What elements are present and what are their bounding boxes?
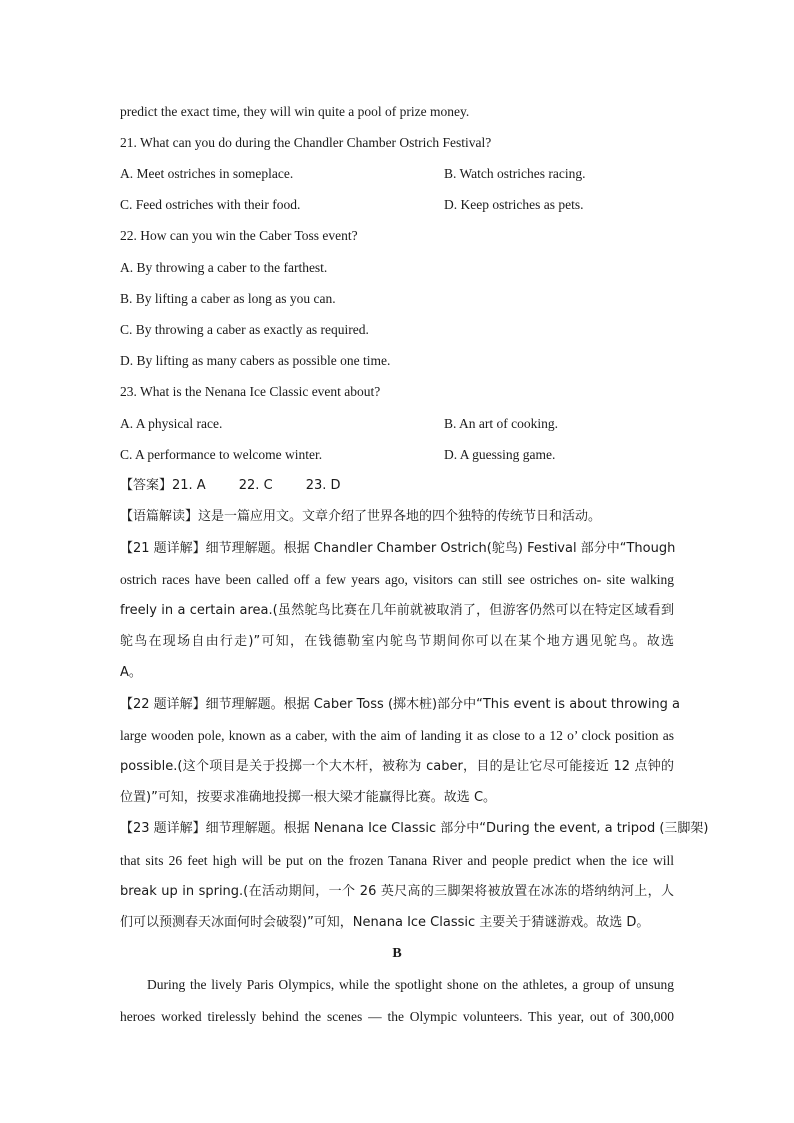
answer-key: 【答案】21. A 22. C 23. D <box>120 478 341 493</box>
q21-option-b: B. Watch ostriches racing. <box>444 166 586 181</box>
question-23: 23. What is the Nenana Ice Classic event about? <box>120 384 381 399</box>
q23-option-b: B. An art of cooking. <box>444 416 558 431</box>
q22-option-d: D. By lifting as many cabers as possible one time. <box>120 353 391 368</box>
q21-option-c: C. Feed ostriches with their food. <box>120 197 301 212</box>
q22-option-a: A. By throwing a caber to the farthest. <box>120 260 328 275</box>
q21-detail-line: 鸵鸟在现场自由行走)”可知，在钱德勒室内鸵鸟节期间你可以在某个地方遇见鸵鸟。故选 <box>120 634 674 649</box>
q23-detail-line: that sits 26 feet high will be put on the frozen Tanana River and people predict when the ice will <box>120 853 674 868</box>
q22-option-c: C. By throwing a caber as exactly as required. <box>120 322 369 337</box>
passage-line: During the lively Paris Olympics, while the spotlight shone on the athletes, a group of unsung <box>147 977 674 992</box>
q21-option-a: A. Meet ostriches in someplace. <box>120 166 294 181</box>
q21-detail-line: freely in a certain area.(虽然鸵鸟比赛在几年前就被取消了，但游客仍然可以在特定区域看到 <box>120 603 674 618</box>
q21-option-d: D. Keep ostriches as pets. <box>444 197 584 212</box>
q22-option-b: B. By lifting a caber as long as you can. <box>120 291 336 306</box>
q23-detail-line: 们可以预测春天冰面何时会破裂)”可知，Nenana Ice Classic 主要关于猜谜游戏。故选 D。 <box>120 915 650 930</box>
q22-detail-line: possible.(这个项目是关于投掷一个大木杆，被称为 caber，目的是让它尽可能接近 12 点钟的 <box>120 759 674 774</box>
q21-detail-line: A。 <box>120 665 142 680</box>
q23-option-d: D. A guessing game. <box>444 447 556 462</box>
q23-detail-line: break up in spring.(在活动期间，一个 26 英尺高的三脚架将被放置在冰冻的塔纳纳河上，人 <box>120 884 674 899</box>
q21-detail-line: 【21 题详解】细节理解题。根据 Chandler Chamber Ostrich(鸵鸟) Festival 部分中“Though <box>120 541 676 556</box>
passage-end-line: predict the exact time, they will win quite a pool of prize money. <box>120 104 470 119</box>
passage-summary: 【语篇解读】这是一篇应用文。文章介绍了世界各地的四个独特的传统节日和活动。 <box>120 509 602 524</box>
q23-detail-line: 【23 题详解】细节理解题。根据 Nenana Ice Classic 部分中“During the event, a tripod (三脚架) <box>120 821 709 836</box>
q22-detail-line: 【22 题详解】细节理解题。根据 Caber Toss (掷木桩)部分中“This event is about throwing a <box>120 697 681 712</box>
question-21: 21. What can you do during the Chandler Chamber Ostrich Festival? <box>120 135 492 150</box>
question-22: 22. How can you win the Caber Toss event? <box>120 228 358 243</box>
section-title: B <box>392 946 402 961</box>
passage-line: heroes worked tirelessly behind the scenes — the Olympic volunteers. This year, out of 300,000 <box>120 1009 674 1024</box>
q22-detail-line: large wooden pole, known as a caber, with the aim of landing it as close to a 12 o’ clock position as <box>120 728 674 743</box>
q23-option-c: C. A performance to welcome winter. <box>120 447 323 462</box>
q22-detail-line: 位置)”可知，按要求准确地投掷一根大梁才能赢得比赛。故选 C。 <box>120 790 497 805</box>
q21-detail-line: ostrich races have been called off a few years ago, visitors can still see ostriches on- site walking <box>120 572 674 587</box>
q23-option-a: A. A physical race. <box>120 416 223 431</box>
